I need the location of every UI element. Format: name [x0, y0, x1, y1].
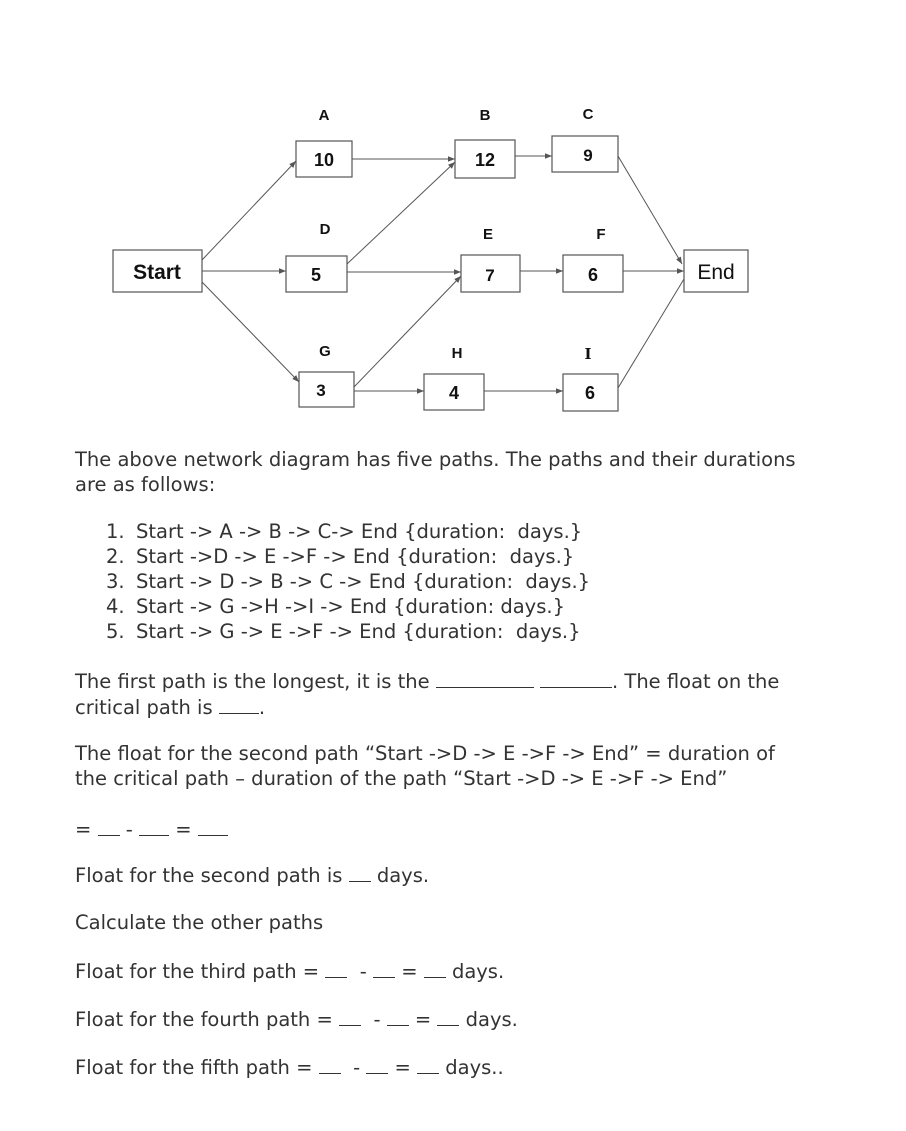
- node-f: [563, 226, 623, 292]
- node-d-duration: 5: [310, 265, 322, 285]
- path-number: 3.: [106, 570, 125, 593]
- node-d: [286, 221, 347, 292]
- node-g: [299, 343, 354, 407]
- node-f-duration: 6: [587, 265, 599, 285]
- float-third-prefix: Float for the third path =: [75, 960, 320, 983]
- blank-eq-2[interactable]: [139, 816, 169, 836]
- path-number: 2.: [106, 545, 125, 568]
- list-item: [106, 619, 590, 644]
- float-fourth-prefix: Float for the fourth path =: [75, 1008, 333, 1031]
- node-c: [552, 106, 618, 172]
- node-h-duration: 4: [448, 383, 460, 403]
- blank-fourth-1[interactable]: [339, 1006, 361, 1026]
- blank-fourth-3[interactable]: [437, 1006, 459, 1026]
- float-third-eq: =: [401, 960, 418, 983]
- float-fifth-line: [75, 1054, 504, 1080]
- node-a-letter: A: [318, 107, 330, 124]
- end-node: [684, 250, 748, 292]
- node-e-letter: E: [482, 226, 494, 243]
- blank-float-second[interactable]: [349, 862, 371, 882]
- node-i-duration: 6: [584, 383, 596, 403]
- list-item: [106, 544, 590, 569]
- blank-third-1[interactable]: [325, 958, 347, 978]
- calculate-heading: Calculate the other paths: [75, 911, 324, 934]
- edge-g-e: [354, 276, 461, 387]
- blank-fifth-1[interactable]: [319, 1054, 341, 1074]
- float-second-suffix: days.: [376, 864, 430, 887]
- end-label: End: [697, 261, 735, 284]
- node-b-letter: B: [479, 107, 491, 124]
- start-label: Start: [133, 261, 181, 284]
- node-g-letter: G: [319, 343, 331, 360]
- list-item: [106, 594, 590, 619]
- float-fourth-line: [75, 1006, 518, 1032]
- blank-fifth-2[interactable]: [366, 1054, 388, 1074]
- float-fifth-minus: -: [353, 1056, 361, 1079]
- second-float-line-2: the critical path – duration of the path “Start ->D -> E ->F -> End”: [75, 767, 728, 790]
- blank-third-3[interactable]: [424, 958, 446, 978]
- node-c-duration: 9: [583, 146, 593, 165]
- edge-d-b: [347, 162, 455, 264]
- float-second-line: [75, 862, 429, 888]
- path-text: Start -> G ->H ->I -> End {duration: days.}: [136, 595, 565, 618]
- node-f-letter: F: [596, 226, 606, 243]
- path-number: 5.: [106, 620, 125, 643]
- equation-equals: =: [75, 818, 92, 841]
- node-h: [424, 345, 484, 410]
- path-number: 1.: [106, 520, 125, 543]
- node-i: [563, 345, 618, 411]
- float-third-minus: -: [359, 960, 367, 983]
- path-number: 4.: [106, 595, 125, 618]
- path-text: Start -> G -> E ->F -> End {duration: days.}: [136, 620, 581, 643]
- blank-third-2[interactable]: [373, 958, 395, 978]
- equation-minus: -: [125, 818, 133, 841]
- blank-eq-1[interactable]: [98, 816, 120, 836]
- float-third-suffix: days.: [451, 960, 505, 983]
- blank-fifth-3[interactable]: [417, 1054, 439, 1074]
- node-e: [461, 226, 520, 292]
- node-b-duration: 12: [474, 150, 496, 170]
- start-node: [113, 250, 202, 292]
- float-fifth-suffix: days..: [445, 1056, 504, 1079]
- blank-critical-word-1[interactable]: [436, 668, 534, 688]
- float-second-prefix: Float for the second path is: [75, 864, 343, 887]
- critical-text-1: The first path is the longest, it is the: [75, 670, 430, 693]
- second-float-line-1: The float for the second path “Start ->D -> E ->F -> End” = duration of: [75, 742, 775, 765]
- edge-start-a: [202, 161, 296, 260]
- network-diagram: [0, 0, 906, 430]
- node-a: [296, 107, 352, 177]
- path-text: Start ->D -> E ->F -> End {duration: days.}: [136, 545, 575, 568]
- edge-i-end: [618, 279, 684, 388]
- float-fourth-suffix: days.: [465, 1008, 518, 1031]
- critical-text-3: critical path is: [75, 696, 213, 719]
- critical-path-paragraph: [75, 668, 865, 720]
- float-third-line: [75, 958, 504, 984]
- intro-paragraph: The above network diagram has five paths. The paths and their durations are as follows:: [75, 448, 796, 496]
- float-fourth-minus: -: [373, 1008, 381, 1031]
- node-g-duration: 3: [316, 381, 326, 400]
- path-text: Start -> D -> B -> C -> End {duration: days.}: [136, 570, 591, 593]
- float-fifth-eq: =: [394, 1056, 411, 1079]
- critical-text-4: .: [258, 696, 266, 719]
- path-text: Start -> A -> B -> C-> End {duration: days.}: [136, 520, 583, 543]
- second-float-paragraph: [75, 741, 875, 791]
- equation-equals-2: =: [175, 818, 192, 841]
- edge-start-g: [202, 282, 299, 382]
- node-e-duration: 7: [485, 266, 495, 285]
- edge-c-end: [618, 156, 682, 264]
- node-a-duration: 10: [313, 150, 335, 170]
- critical-text-2: . The float on the: [612, 670, 780, 693]
- list-item: [106, 569, 590, 594]
- float-fifth-prefix: Float for the fifth path =: [75, 1056, 313, 1079]
- float-fourth-eq: =: [414, 1008, 432, 1031]
- node-c-letter: C: [582, 106, 594, 123]
- node-h-letter: H: [451, 345, 463, 362]
- node-d-letter: D: [319, 221, 331, 238]
- list-item: [106, 519, 590, 544]
- node-i-letter: I: [584, 345, 592, 363]
- blank-eq-3[interactable]: [198, 816, 228, 836]
- blank-critical-float[interactable]: [219, 694, 259, 714]
- blank-critical-word-2[interactable]: [540, 668, 612, 688]
- equation-line: [75, 816, 228, 842]
- blank-fourth-2[interactable]: [387, 1006, 409, 1026]
- path-list: [106, 519, 590, 644]
- node-b: [455, 107, 515, 178]
